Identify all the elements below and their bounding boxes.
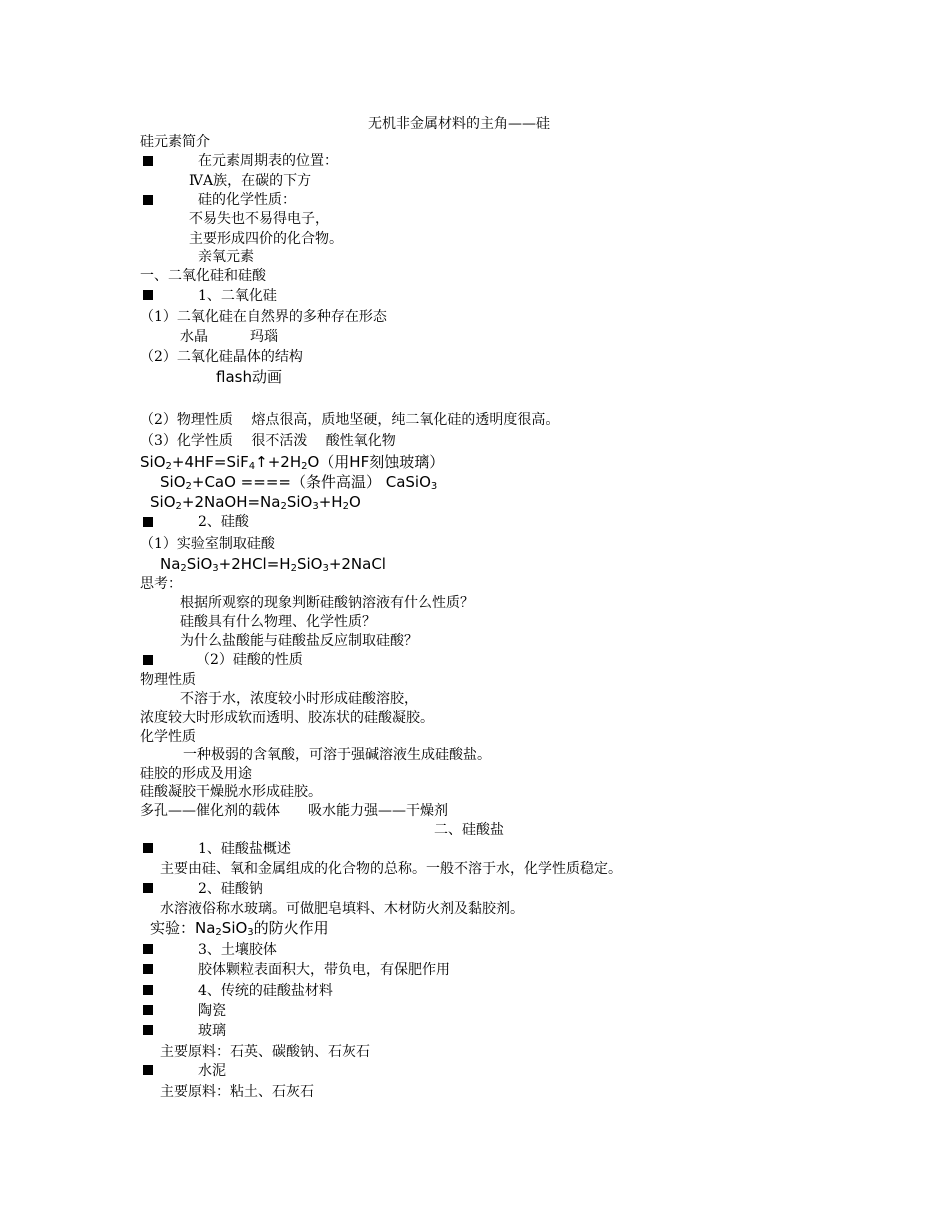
glass-materials: 主要原料：石英、碳酸钠、石灰石 [160,1044,370,1060]
think-question-3: 为什么盐酸能与硅酸盐反应制取硅酸？ [180,633,418,649]
equation-hf: $SiO_2+4HF=SiF_4↑+2H_2O$（用HF刻蚀玻璃） [140,453,445,472]
page-title: 无机非金属材料的主角——硅 [368,116,550,132]
chemical-properties-label: 化学性质 [140,729,196,745]
sodium-silicate-text: 水溶液俗称水玻璃。可做肥皂填料、木材防火剂及黏胶剂。 [160,901,524,917]
soil-colloid-heading: 3、土壤胶体 [198,942,277,958]
sodium-silicate-heading: 2、硅酸钠 [198,881,263,897]
section2-heading: 二、硅酸盐 [434,822,504,838]
ceramics-item: 陶瓷 [198,1003,226,1019]
intro-chemistry-line-3: 亲氧元素 [198,249,254,265]
equation-naoh: $SiO_2+2NaOH=Na_2SiO_3+H_2O$ [150,493,361,512]
silica-gel-line-1: 硅酸凝胶干燥脱水形成硅胶。 [140,784,322,800]
lab-prep-heading: （1）实验室制取硅酸 [140,536,275,552]
bullet-square-icon [143,195,153,205]
cement-item: 水泥 [198,1063,226,1079]
bullet-square-icon [143,1065,153,1075]
physical-properties-label: 物理性质 [140,672,196,688]
silicic-acid-properties-heading: （2）硅酸的性质 [196,652,303,668]
physical-properties-line-1: 不溶于水，浓度较小时形成硅酸溶胶， [180,691,418,707]
silica-structure-heading: （2）二氧化硅晶体的结构 [140,349,303,365]
silicic-acid-subheading: 2、硅酸 [198,514,249,530]
bullet-square-icon [143,964,153,974]
bullet-square-icon [143,1025,153,1035]
think-question-2: 硅酸具有什么物理、化学性质？ [180,614,376,630]
bullet-square-icon [143,944,153,954]
bullet-square-icon [143,517,153,527]
think-question-1: 根据所观察的现象判断硅酸钠溶液有什么性质？ [180,595,474,611]
glass-item: 玻璃 [198,1023,226,1039]
bullet-square-icon [143,883,153,893]
think-label: 思考： [140,576,182,592]
bullet-square-icon [143,655,153,665]
chemical-properties-line: 一种极弱的含氧酸，可溶于强碱溶液生成硅酸盐。 [183,747,491,763]
equation-hcl: $Na_2SiO_3+2HCl=H_2SiO_3+2NaCl$ [160,555,386,574]
bullet-square-icon [143,290,153,300]
silica-gel-heading: 硅胶的形成及用途 [140,766,252,782]
equation-cao: SiO$_2$+CaO ====（条件高温） CaSiO$_3$ [160,473,438,492]
silicate-overview-text: 主要由硅、氧和金属组成的化合物的总称。一般不溶于水，化学性质稳定。 [160,861,622,877]
bullet-square-icon [143,156,153,166]
intro-bullet-chemistry: 硅的化学性质： [198,192,296,208]
intro-bullet-position: 在元素周期表的位置： [198,153,338,169]
intro-chemistry-line-1: 不易失也不易得电子， [189,211,329,227]
intro-heading: 硅元素简介 [140,134,210,150]
silica-gel-line-2: 多孔——催化剂的载体 吸水能力强——干燥剂 [140,803,448,819]
bullet-square-icon [143,985,153,995]
silica-forms-heading: （1）二氧化硅在自然界的多种存在形态 [140,309,387,325]
silica-physical-properties: （2）物理性质 熔点很高，质地坚硬，纯二氧化硅的透明度很高。 [140,412,560,428]
section1-heading: 一、二氧化硅和硅酸 [140,268,266,284]
silica-forms: 水晶 玛瑙 [180,329,278,345]
silica-chemical-properties: （3）化学性质 很不活泼 酸性氧化物 [140,433,396,449]
fireproof-experiment: 实验：$Na_2SiO_3$的防火作用 [150,919,329,938]
traditional-silicate-heading: 4、传统的硅酸盐材料 [198,983,333,999]
bullet-square-icon [143,1005,153,1015]
cement-materials: 主要原料：粘土、石灰石 [160,1084,314,1100]
intro-position-detail: ⅣA族，在碳的下方 [189,173,312,189]
flash-animation-text: flash动画 [216,368,282,386]
bullet-square-icon [143,843,153,853]
soil-colloid-text: 胶体颗粒表面积大，带负电，有保肥作用 [198,962,450,978]
silica-subheading: 1、二氧化硅 [198,288,277,304]
silicate-overview-heading: 1、硅酸盐概述 [198,841,291,857]
intro-chemistry-line-2: 主要形成四价的化合物。 [189,231,343,247]
physical-properties-line-2: 浓度较大时形成软而透明、胶冻状的硅酸凝胶。 [140,710,434,726]
